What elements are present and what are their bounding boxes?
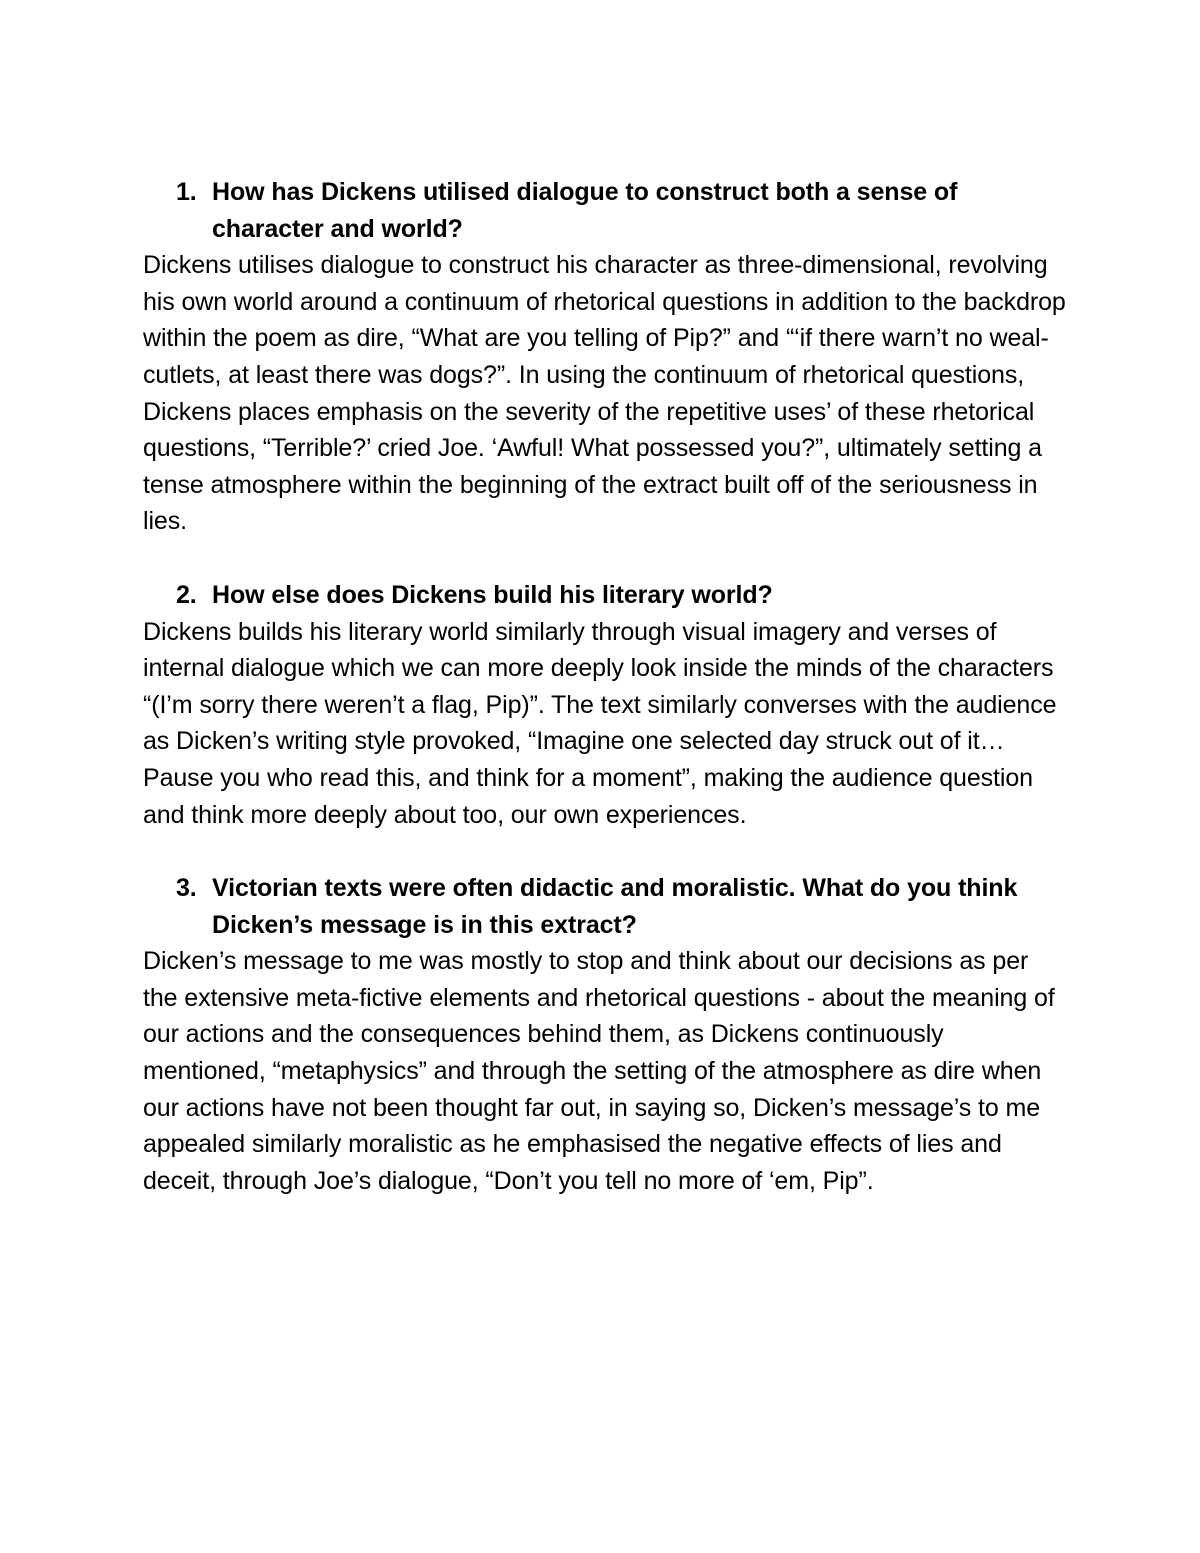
- answer-text-1: Dickens utilises dialogue to construct his character as three-dimensional, revolving his own world around a continuum of rhetorical questions in addition to the backdrop within the poem as dire, “What are you telling of Pip?” and “‘if there warn’t no weal-cutlets, at least there was dogs?”. In using the continuum of rhetorical questions, Dickens places emphasis on the severity of the repetitive uses’ of these rhetorical questions, “Terrible?’ cried Joe. ‘Awful! What possessed you?”, ultimately setting a tense atmosphere within the beginning of the extract built off of the seriousness in lies.: [143, 251, 1066, 536]
- question-text-2: How else does Dickens build his literary world?: [212, 580, 773, 609]
- question-section-2: [143, 577, 1068, 833]
- document-body: [143, 174, 1068, 1199]
- answer-text-2: Dickens builds his literary world similarly through visual imagery and verses of internal dialogue which we can more deeply look inside the minds of the characters “(I’m sorry there weren’t a flag, Pip)”. The text similarly converses with the audience as Dicken’s writing style provoked, “Imagine one selected day struck out of it…Pause you who read this, and think for a moment”, making the audience question and think more deeply about too, our own experiences.: [143, 617, 1057, 829]
- question-text-1: How has Dickens utilised dialogue to construct both a sense of character and world?: [212, 178, 958, 243]
- section-spacer: [143, 833, 1068, 870]
- question-number-3: 3.: [176, 874, 197, 903]
- question-text-3: Victorian texts were often didactic and moralistic. What do you think Dicken’s message is in this extract?: [212, 874, 1018, 939]
- question-number-2: 2.: [176, 580, 197, 609]
- question-section-1: [143, 174, 1068, 540]
- question-number-1: 1.: [176, 178, 197, 206]
- answer-text-3: Dicken’s message to me was mostly to stop and think about our decisions as per the extensive meta-fictive elements and rhetorical questions - about the meaning of our actions and the consequences behind them, as Dickens continuously mentioned, “metaphysics” and through the setting of the atmosphere as dire when our actions have not been thought far out, in saying so, Dicken’s message’s to me appealed similarly moralistic as he emphasised the negative effects of lies and deceit, through Joe’s dialogue, “Don’t you tell no more of ‘em, Pip”.: [143, 947, 1055, 1195]
- question-heading-1: [143, 174, 1068, 247]
- question-section-3: [143, 870, 1068, 1199]
- question-heading-3: [143, 870, 1068, 943]
- section-spacer: [143, 540, 1068, 577]
- question-heading-2: [143, 577, 1068, 614]
